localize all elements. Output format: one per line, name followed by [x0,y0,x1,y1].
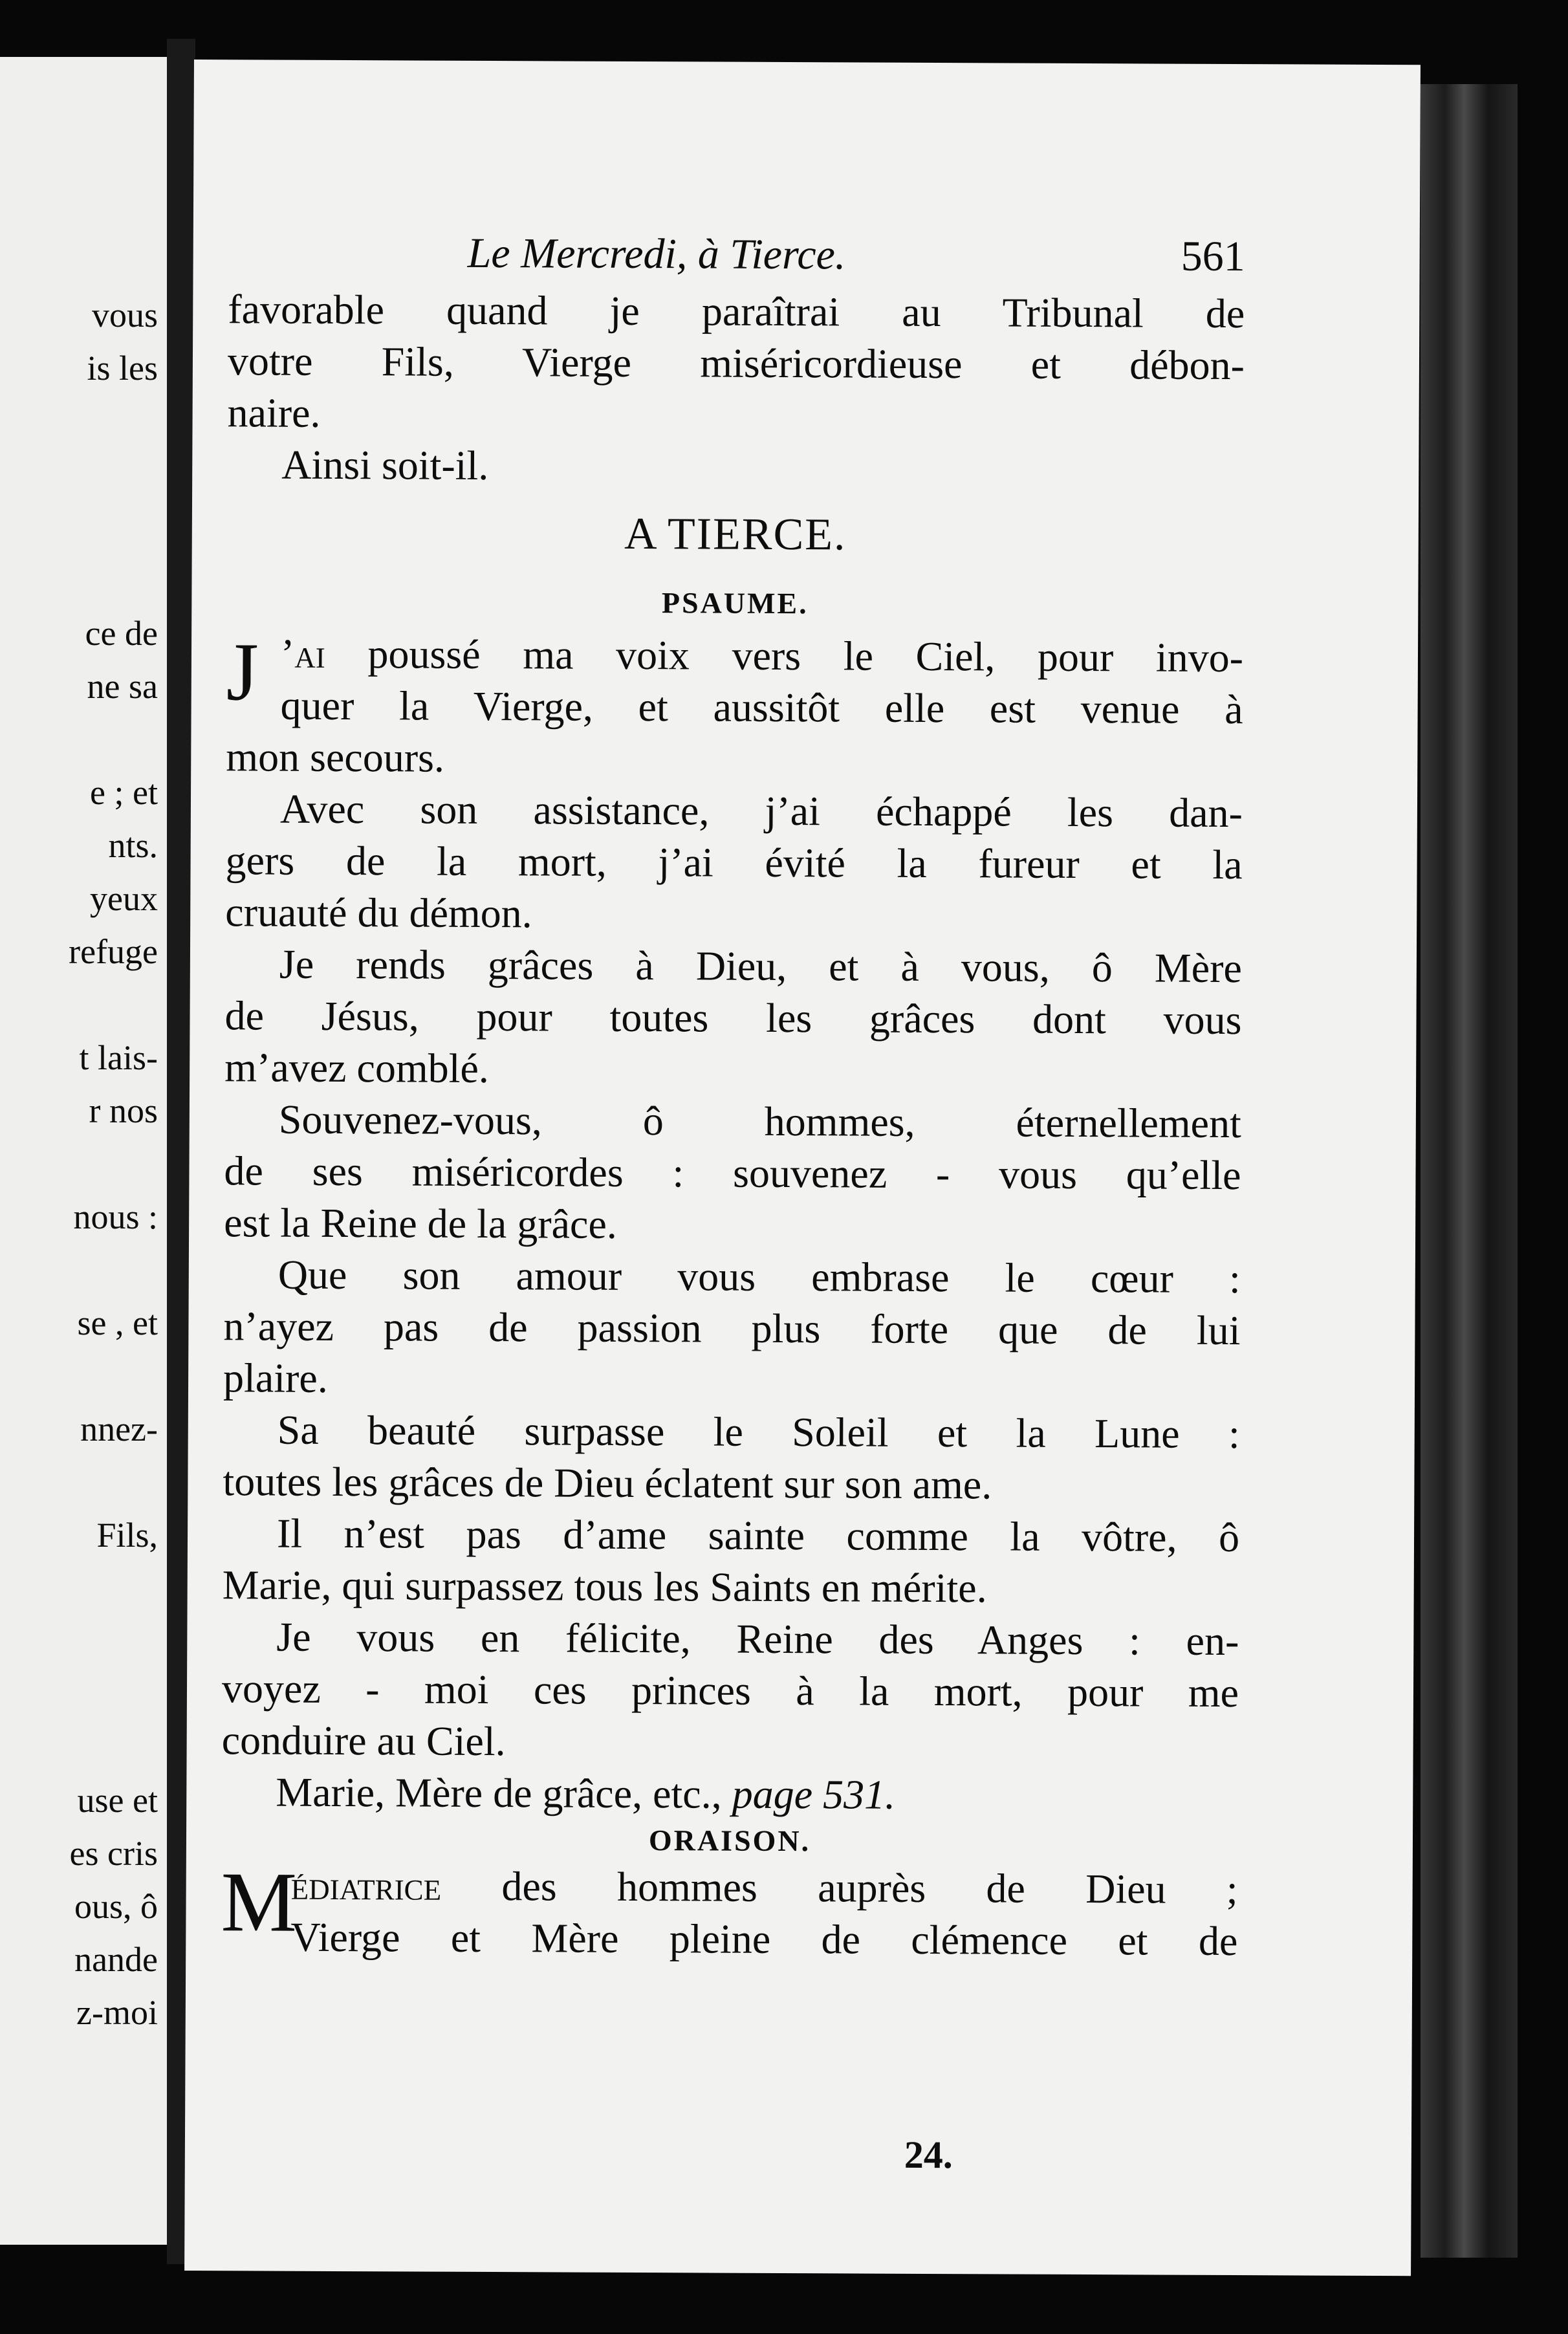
text-line: toutes les grâces de Dieu éclatent sur son ame. [223,1458,992,1508]
drop-cap-letter: J [226,626,259,718]
text-line: Je rends grâces à Dieu, et à vous, ô Mère [279,941,1243,992]
section-title: A TIERCE. [624,508,847,560]
text-line: Je vous en félicite, Reine des Anges : en- [276,1613,1239,1664]
text-line: mon secours. [226,734,445,781]
text-line: gers de la mort, j’ai évité la fureur et la [225,837,1243,888]
drop-cap-letter: M [221,1854,298,1950]
facing-page-fragment: refuge [69,932,158,971]
facing-page-fragment: ne sa [87,667,158,706]
text-line: n’ayez pas de passion plus forte que de lui [223,1303,1241,1354]
small-caps-text: ’ai [280,630,325,677]
psalm-verse [225,783,1243,943]
page-reference: page 531. [732,1771,896,1818]
facing-page-fragment: se , et [77,1303,158,1342]
facing-page-fragment: r nos [89,1091,158,1130]
text-line: Marie, qui surpassez tous les Saints en mérite. [222,1562,987,1611]
facing-page-fragment: Fils, [96,1516,158,1554]
text-line: plaire. [223,1355,328,1401]
text-line: est la Reine de la grâce. [224,1199,617,1247]
text-run: des hommes auprès de Dieu ; [441,1862,1238,1913]
facing-page-fragment: ous, ô [74,1887,158,1926]
page-number: 561 [1181,232,1245,281]
closing-line [221,1766,1238,1822]
text-line [221,1859,1238,1915]
text-line: Avec son assistance, j’ai échappé les dan- [279,785,1243,836]
facing-page [0,57,167,2245]
text-line: de Jésus, pour toutes les grâces dont vous [224,992,1242,1043]
psalm-first-verse [226,627,1243,787]
facing-page-fragment: is les [87,349,158,387]
psalm-title: PSAUME. [661,586,809,620]
text-line: Souvenez-vous, ô hommes, éternellement [278,1096,1241,1147]
closing-text: Marie, Mère de grâce, etc., [276,1769,722,1817]
text-line: de ses miséricordes : souvenez - vous qu’elle [224,1148,1241,1199]
psalm-verse [223,1249,1241,1408]
text-line: votre Fils, Vierge miséricordieuse et débon- [227,338,1245,389]
oraison-paragraph [221,1854,1238,1967]
signature-mark: 24. [904,2133,953,2177]
text-line: quer la Vierge, et aussitôt elle est venue à [280,682,1243,733]
amen-line: Ainsi soit-il. [281,441,489,488]
running-head: Le Mercredi, à Tierce. [467,229,846,279]
text-line: voyez - moi ces princes à la mort, pour me [221,1665,1239,1716]
psalm-verse [223,1404,1240,1512]
facing-page-fragment: vous [91,296,158,334]
facing-page-fragment: z-moi [76,1993,158,2032]
facing-page-fragment: es cris [69,1834,158,1873]
facing-page-fragment: nts. [108,826,158,865]
text-run: poussé ma voix vers le Ciel, pour invo- [325,630,1244,681]
text-line: m’avez comblé. [224,1044,490,1092]
facing-page-fragment: e ; et [90,773,158,812]
text-line: Que son amour vous embrase le cœur : [278,1251,1241,1302]
text-line: Sa beauté surpasse le Soleil et la Lune : [277,1406,1240,1457]
text-line [226,627,1243,684]
facing-page-fragment: nande [74,1940,158,1979]
text-line: conduire au Ciel. [221,1717,506,1765]
facing-page-fragment: yeux [90,879,158,918]
facing-page-fragment: ce de [85,614,158,653]
psalm-verse [223,1507,1240,1615]
small-caps-text: édiatrice [290,1862,442,1909]
psalm-verse [224,1093,1241,1253]
book-page [184,60,1421,2276]
psalm-verse [221,1611,1239,1771]
facing-page-fragment: nous : [73,1197,158,1236]
text-line: Vierge et Mère pleine de clémence et de [290,1914,1238,1965]
page-header [228,226,1245,283]
oraison-title: ORAISON. [648,1824,811,1858]
page-text [221,226,1245,1967]
psalm-verse [224,938,1242,1098]
facing-page-fragment: nnez- [80,1410,158,1448]
psalm-verses [221,783,1243,1771]
text-line: Il n’est pas d’ame sainte comme la vôtre, ô [276,1510,1240,1561]
text-line: naire. [227,389,321,436]
facing-page-fragment: use et [77,1781,158,1820]
facing-page-fragment: t lais- [79,1038,158,1077]
text-line: cruauté du démon. [225,889,532,937]
text-line: favorable quand je paraîtrai au Tribunal de [228,286,1245,337]
page-edges [1421,84,1518,2258]
